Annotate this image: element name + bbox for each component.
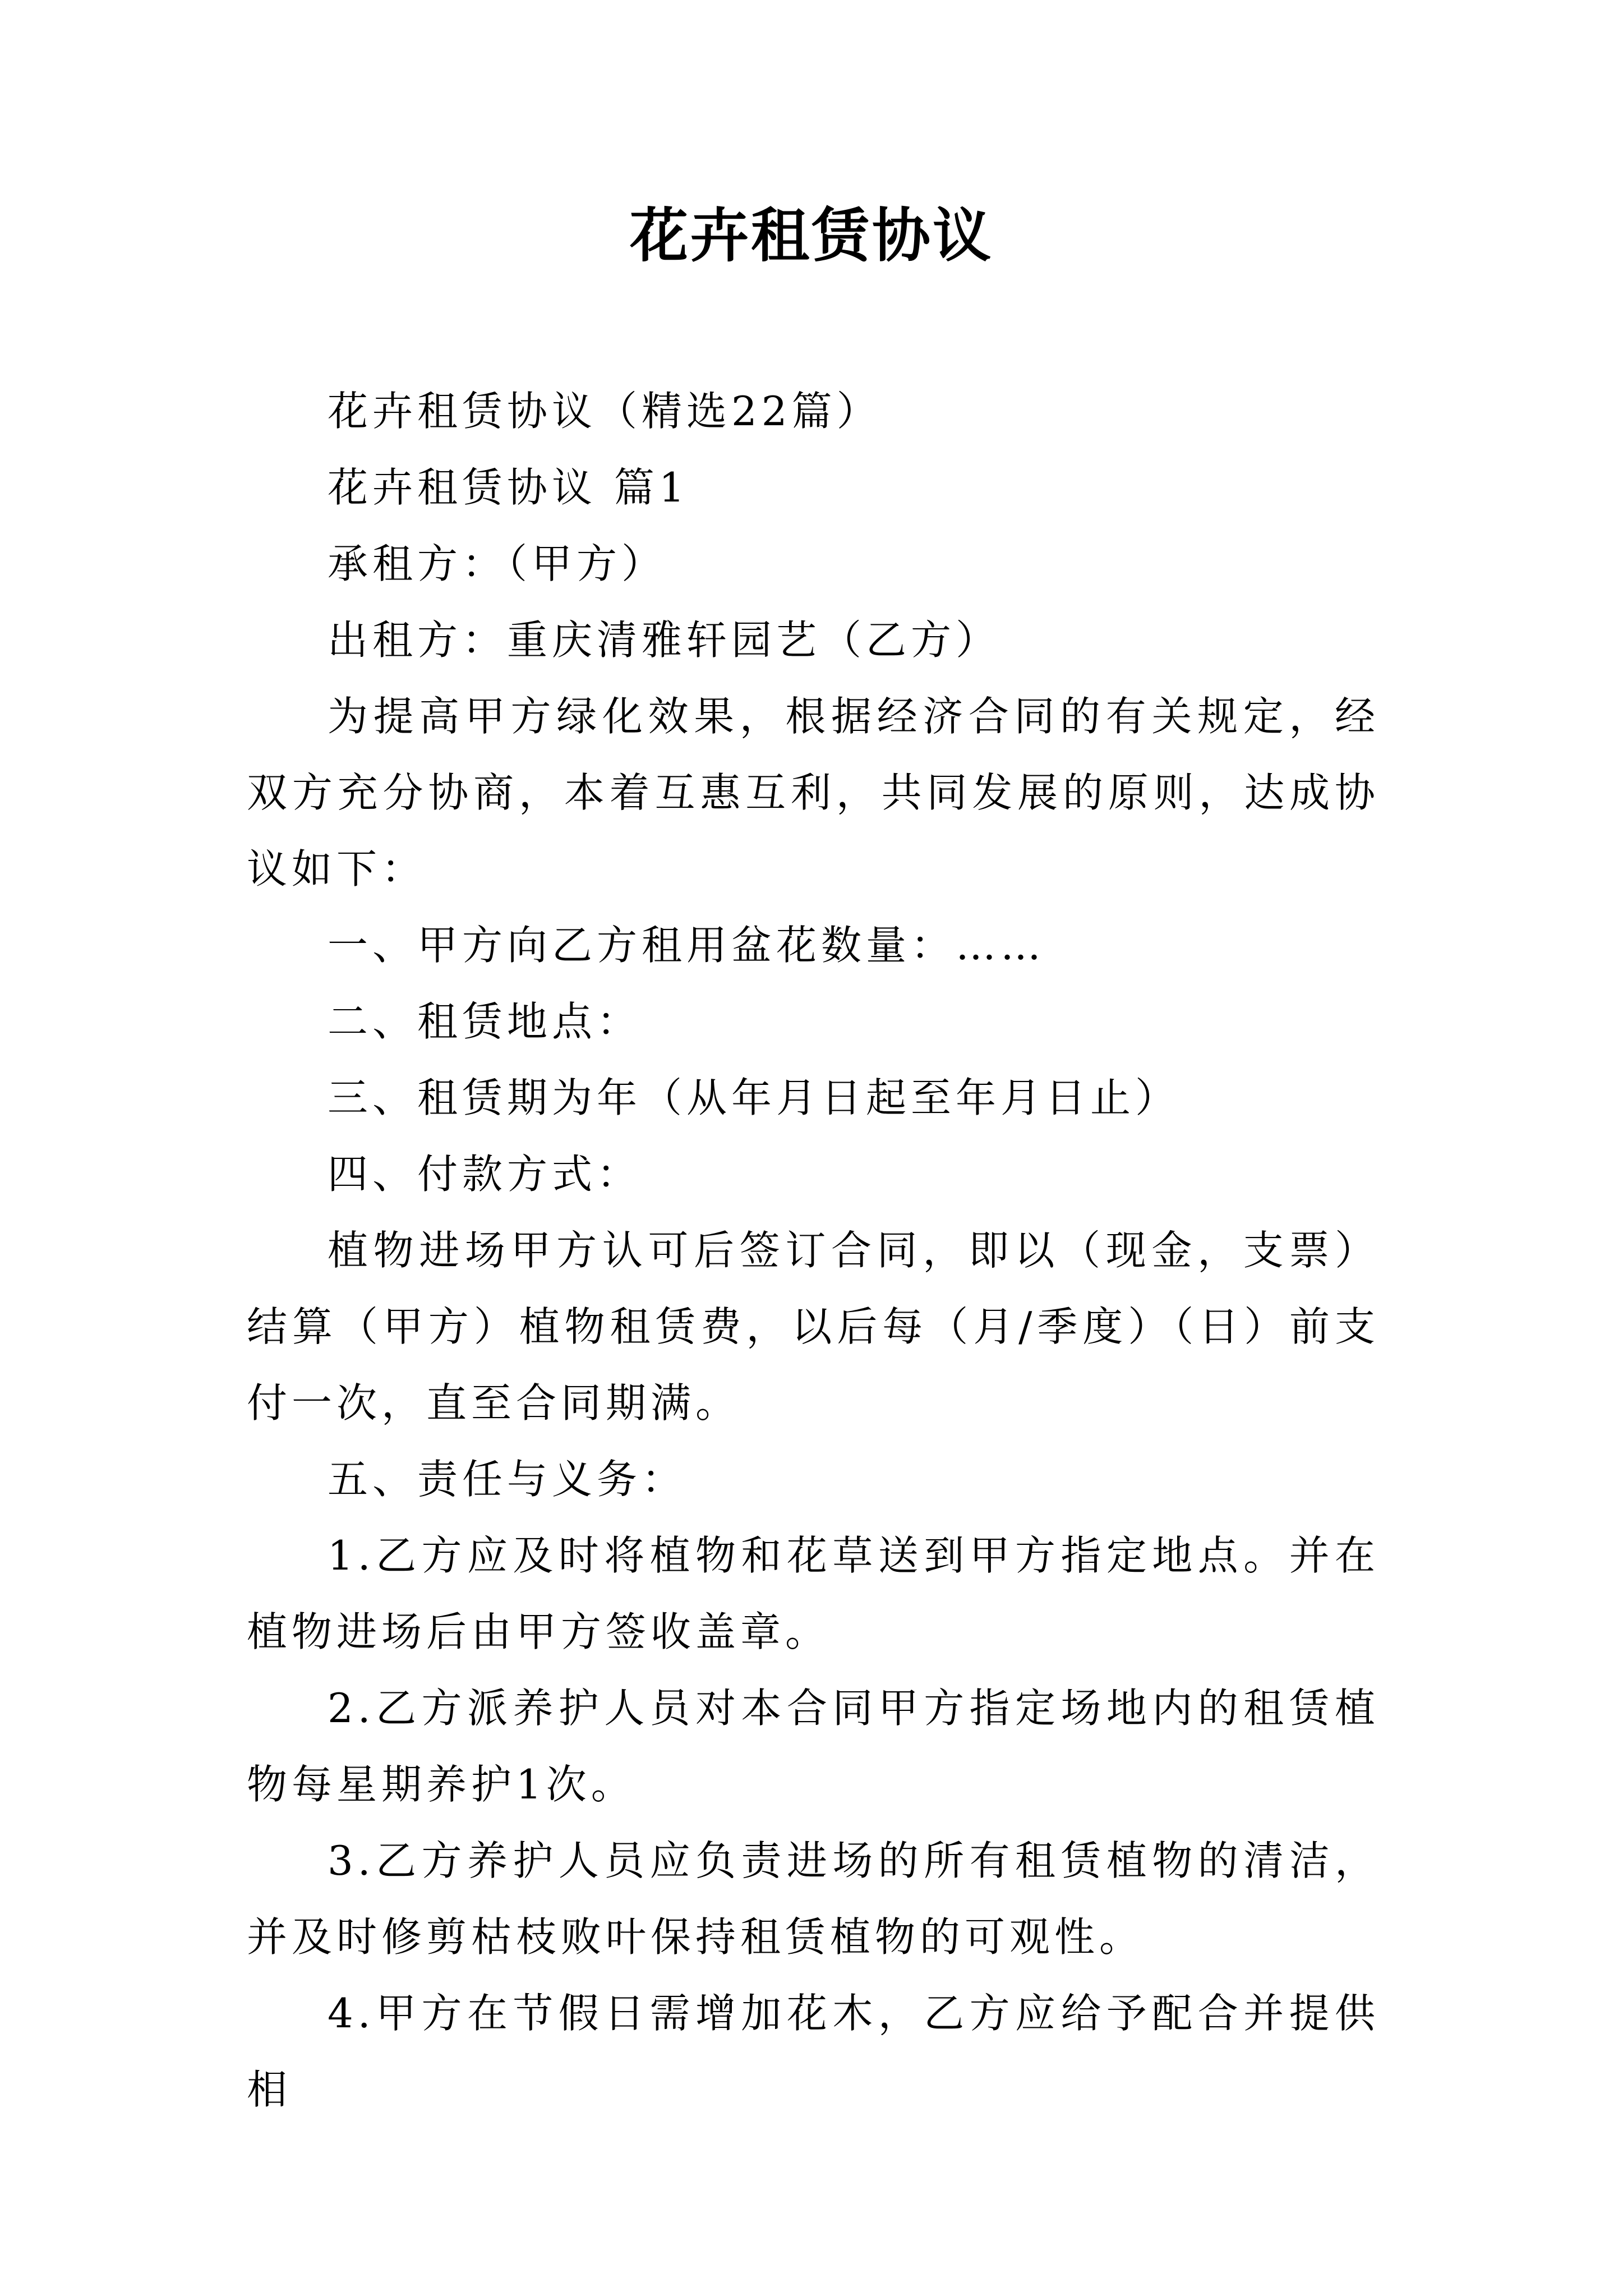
paragraph-duty-1: 1.乙方应及时将植物和花草送到甲方指定地点。并在植物进场后由甲方签收盖章。: [247, 1532, 1380, 1655]
paragraph-duty-4: 4.甲方在节假日需增加花木，乙方应给予配合并提供相: [247, 1990, 1380, 2113]
paragraph-lessee: 承租方：（甲方）: [328, 540, 667, 587]
paragraph-subtitle: 花卉租赁协议（精选22篇）: [328, 388, 882, 435]
paragraph-clause-3: 三、租赁期为年（从年月日起至年月日止）: [328, 1074, 1181, 1121]
paragraph-clause-5: 五、责任与义务：: [328, 1456, 687, 1503]
paragraph-clause-2: 二、租赁地点：: [328, 998, 642, 1045]
paragraph-chapter-heading: 花卉租赁协议 篇1: [328, 464, 689, 511]
paragraph-payment-terms: 植物进场甲方认可后签订合同，即以（现金，支票）结算（甲方）植物租赁费，以后每（月/季度）（日）前支付一次，直至合同期满。: [247, 1227, 1380, 1427]
document-body: [247, 373, 1380, 2128]
document-title: 花卉租赁协议: [629, 201, 993, 270]
paragraph-duty-3: 3.乙方养护人员应负责进场的所有租赁植物的清洁，并及时修剪枯枝败叶保持租赁植物的可观性。: [247, 1837, 1380, 1961]
paragraph-duty-2: 2.乙方派养护人员对本合同甲方指定场地内的租赁植物每星期养护1次。: [247, 1685, 1380, 1808]
paragraph-preamble: 为提高甲方绿化效果，根据经济合同的有关规定，经双方充分协商，本着互惠互利，共同发展的原则，达成协议如下：: [247, 693, 1380, 892]
paragraph-clause-4: 四、付款方式：: [328, 1151, 642, 1198]
paragraph-clause-1: 一、甲方向乙方租用盆花数量：……: [328, 922, 1046, 969]
paragraph-lessor: 出租方：重庆清雅轩园艺（乙方）: [328, 616, 1001, 664]
